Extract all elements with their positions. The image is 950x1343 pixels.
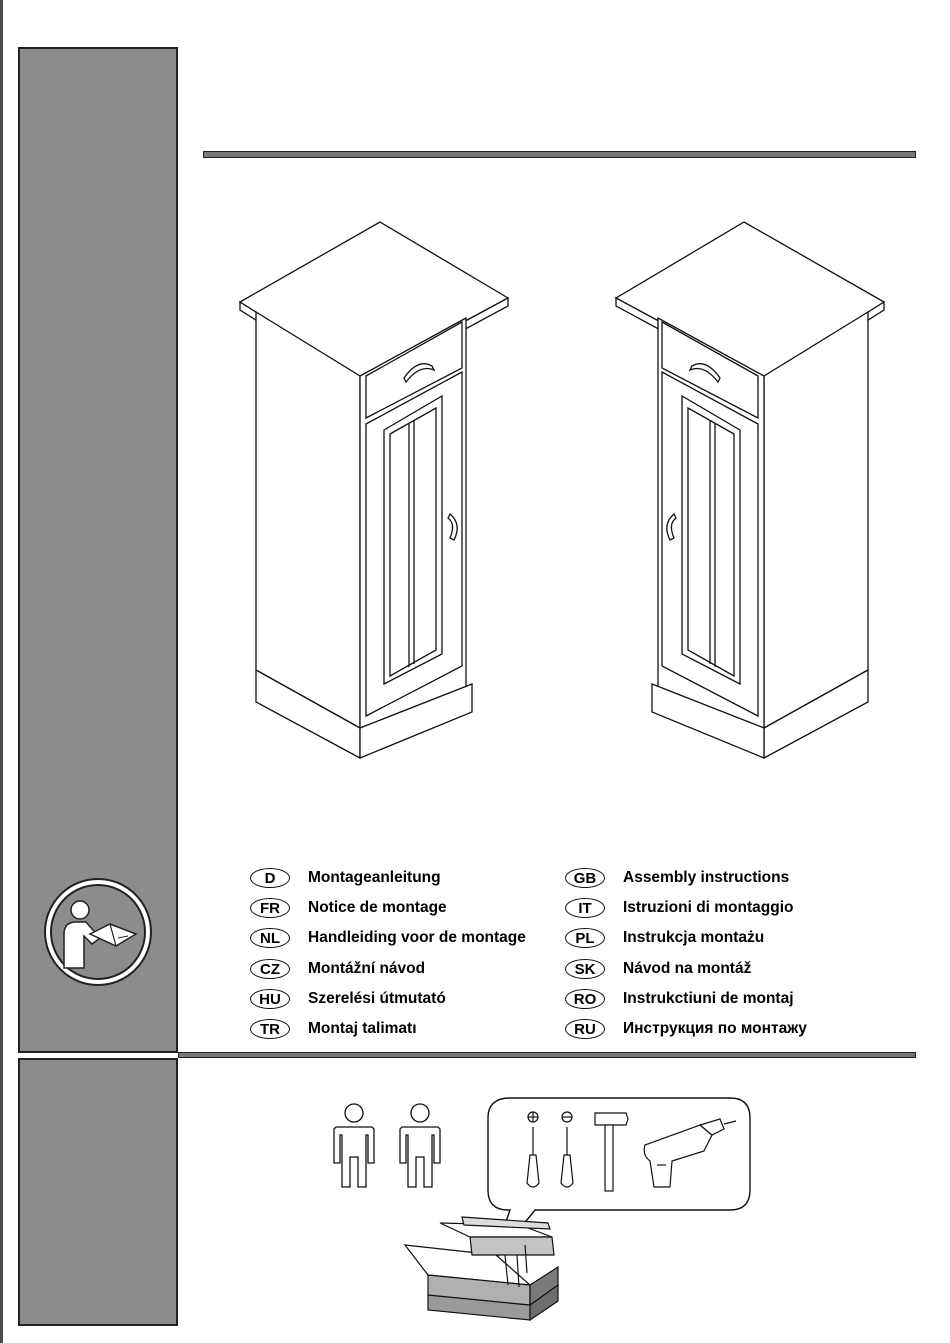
language-item-sk: [565, 958, 751, 980]
language-label: Návod na montáž: [623, 960, 752, 977]
person-icon: [334, 1104, 374, 1187]
language-code-badge: FR: [250, 898, 290, 918]
language-code-badge: RU: [565, 1019, 605, 1039]
language-item-it: [565, 897, 794, 919]
language-item-pl: [565, 927, 764, 949]
language-label: Инструкция по монтажу: [623, 1020, 807, 1037]
language-code-badge: HU: [250, 989, 290, 1009]
language-code-badge: D: [250, 868, 290, 888]
language-label: Montaj talimatı: [308, 1020, 417, 1037]
language-code-badge: CZ: [250, 959, 290, 979]
language-code-badge: GB: [565, 868, 605, 888]
language-item-de: [250, 867, 441, 889]
toolbox-icon: [405, 1217, 558, 1320]
header-rule: [203, 151, 916, 158]
language-item-nl: [250, 927, 526, 949]
read-manual-icon: [42, 876, 154, 988]
language-item-hu: [250, 988, 446, 1010]
language-label: Notice de montage: [308, 899, 447, 916]
page-edge-line: [0, 0, 3, 1343]
language-label: Instrukcja montażu: [623, 929, 765, 946]
language-label: Szerelési útmutató: [308, 990, 446, 1007]
language-code-badge: TR: [250, 1019, 290, 1039]
language-code-badge: RO: [565, 989, 605, 1009]
language-item-cz: [250, 958, 425, 980]
language-label: Handleiding voor de montage: [308, 929, 526, 946]
language-label: Montážní návod: [308, 960, 426, 977]
language-label: Instrukctiuni de montaj: [623, 990, 794, 1007]
language-item-fr: [250, 897, 447, 919]
language-item-ru: [565, 1018, 807, 1040]
language-code-badge: IT: [565, 898, 605, 918]
language-label: Montageanleitung: [308, 869, 441, 886]
cabinet-drawing-left-handle: [612, 218, 888, 766]
language-code-badge: NL: [250, 928, 290, 948]
language-item-ro: [565, 988, 794, 1010]
tools-required-illustration: [320, 1095, 760, 1325]
cabinet-drawing-right-handle: [236, 218, 512, 766]
person-icon: [400, 1104, 440, 1187]
language-item-tr: [250, 1018, 417, 1040]
section-divider-rule: [178, 1052, 916, 1058]
language-code-badge: PL: [565, 928, 605, 948]
language-code-badge: SK: [565, 959, 605, 979]
language-item-gb: [565, 867, 789, 889]
language-label: Assembly instructions: [623, 869, 790, 886]
sidebar-bottom-panel: [18, 1058, 178, 1326]
language-label: Istruzioni di montaggio: [623, 899, 794, 916]
